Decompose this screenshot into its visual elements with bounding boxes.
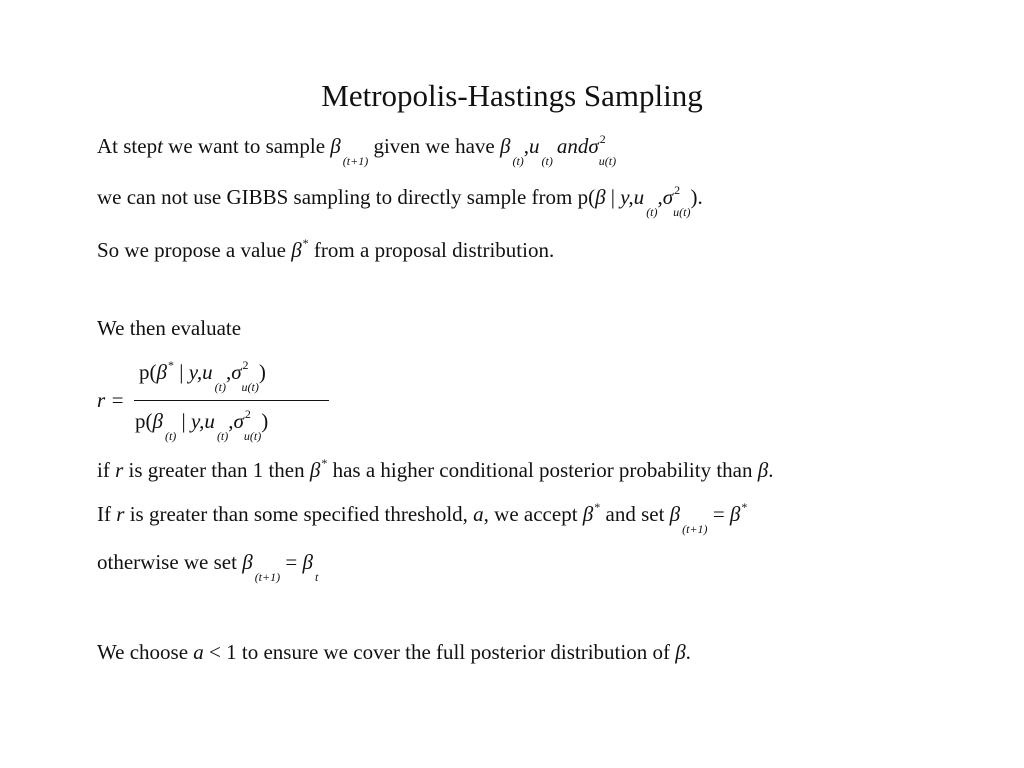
text: otherwise we set [97, 550, 243, 574]
math-subscript: u(t) [241, 380, 259, 394]
text: we can not use GIBBS sampling to directly sample from p( [97, 185, 596, 209]
math-and: and [556, 134, 589, 158]
math-r: r [115, 458, 124, 482]
text: ) [261, 409, 269, 433]
math-subscript: (t+1) [682, 522, 708, 536]
math-star: * [302, 236, 309, 250]
text-line-8 [97, 550, 319, 584]
math-star: * [741, 500, 748, 514]
math-comma: , [228, 409, 234, 433]
math-yu: y,u [188, 360, 213, 384]
math-yu: y,u [620, 185, 645, 209]
text: So we propose a value [97, 238, 292, 262]
math-subscript: (t) [646, 205, 658, 219]
text: . [768, 458, 774, 482]
math-subscript: (t) [541, 154, 553, 168]
text: if [97, 458, 116, 482]
math-superscript: 2 [674, 183, 681, 197]
text-line-9 [97, 642, 691, 663]
text-line-7 [97, 500, 748, 536]
text: If [97, 502, 117, 526]
math-subscript: u(t) [673, 205, 691, 219]
math-subscript: (t+1) [254, 570, 281, 584]
text: has a higher conditional posterior probability than [327, 458, 758, 482]
math-star: * [167, 358, 174, 372]
text: is greater than 1 then [123, 458, 310, 482]
math-subscript: t [314, 570, 319, 584]
math-subscript: u(t) [243, 429, 262, 443]
math-sigma: σ [588, 134, 599, 158]
text: is greater than some specified threshold, [124, 502, 474, 526]
math-superscript: 2 [599, 132, 606, 146]
fraction-denominator [135, 407, 269, 443]
math-sigma: σ [233, 409, 244, 433]
text: ) [258, 360, 266, 384]
math-beta: β [242, 550, 253, 574]
math-equals: = [280, 550, 303, 574]
math-comma: , [523, 134, 530, 158]
text-line-1 [97, 132, 617, 168]
math-sigma: σ [662, 185, 674, 209]
math-beta: β [152, 409, 163, 433]
math-star: * [594, 500, 601, 514]
text: , we accept [483, 502, 583, 526]
text: At step [97, 134, 158, 158]
text: p( [139, 360, 157, 384]
math-beta: β [582, 502, 594, 526]
math-equals: = [707, 502, 730, 526]
text: to ensure we cover the full posterior distribution of [236, 640, 676, 664]
math-beta: β [500, 134, 511, 158]
math-less-than-one: < 1 [203, 640, 237, 664]
math-star: * [321, 456, 328, 470]
math-u: u [529, 134, 540, 158]
math-beta: β [156, 360, 167, 384]
text-line-3 [97, 236, 555, 262]
text-line-2 [97, 183, 703, 219]
math-beta: β [302, 550, 313, 574]
math-comma: , [657, 185, 663, 209]
text-line-6 [97, 456, 774, 482]
math-beta: β [675, 640, 686, 664]
fraction-numerator [139, 358, 266, 394]
text-line-4: We then evaluate [97, 316, 242, 340]
math-given: | [176, 409, 192, 433]
fraction-bar [134, 400, 329, 401]
math-t: t [157, 134, 163, 158]
math-subscript: (t) [216, 429, 229, 443]
math-beta: β [309, 458, 321, 482]
math-subscript: (t+1) [342, 154, 369, 168]
math-a: a [193, 640, 204, 664]
slide-title: Metropolis-Hastings Sampling [321, 78, 703, 113]
math-yu: y,u [191, 409, 215, 433]
text: ). [690, 185, 703, 209]
math-subscript: u(t) [598, 154, 617, 168]
math-beta: β [595, 185, 606, 209]
text: . [685, 640, 691, 664]
text: p( [135, 409, 153, 433]
text: from a proposal distribution. [308, 238, 555, 262]
math-comma: , [225, 360, 232, 384]
math-subscript: (t) [164, 429, 177, 443]
math-beta: β [669, 502, 681, 526]
ratio-equation [97, 356, 357, 446]
math-r: r [116, 502, 125, 526]
math-beta: β [291, 238, 302, 262]
math-superscript: 2 [244, 407, 251, 421]
equation-lhs: r = [97, 388, 125, 412]
math-superscript: 2 [242, 358, 249, 372]
math-beta: β [330, 134, 341, 158]
math-a: a [473, 502, 484, 526]
math-subscript: (t) [214, 380, 226, 394]
math-subscript: (t) [512, 154, 524, 168]
text: and set [600, 502, 670, 526]
math-given: | [173, 360, 189, 384]
math-sigma: σ [231, 360, 242, 384]
text: we want to sample [162, 134, 331, 158]
text: We choose [97, 640, 194, 664]
math-given: | [605, 185, 621, 209]
math-beta: β [729, 502, 741, 526]
math-beta: β [757, 458, 769, 482]
text: given we have [368, 134, 500, 158]
